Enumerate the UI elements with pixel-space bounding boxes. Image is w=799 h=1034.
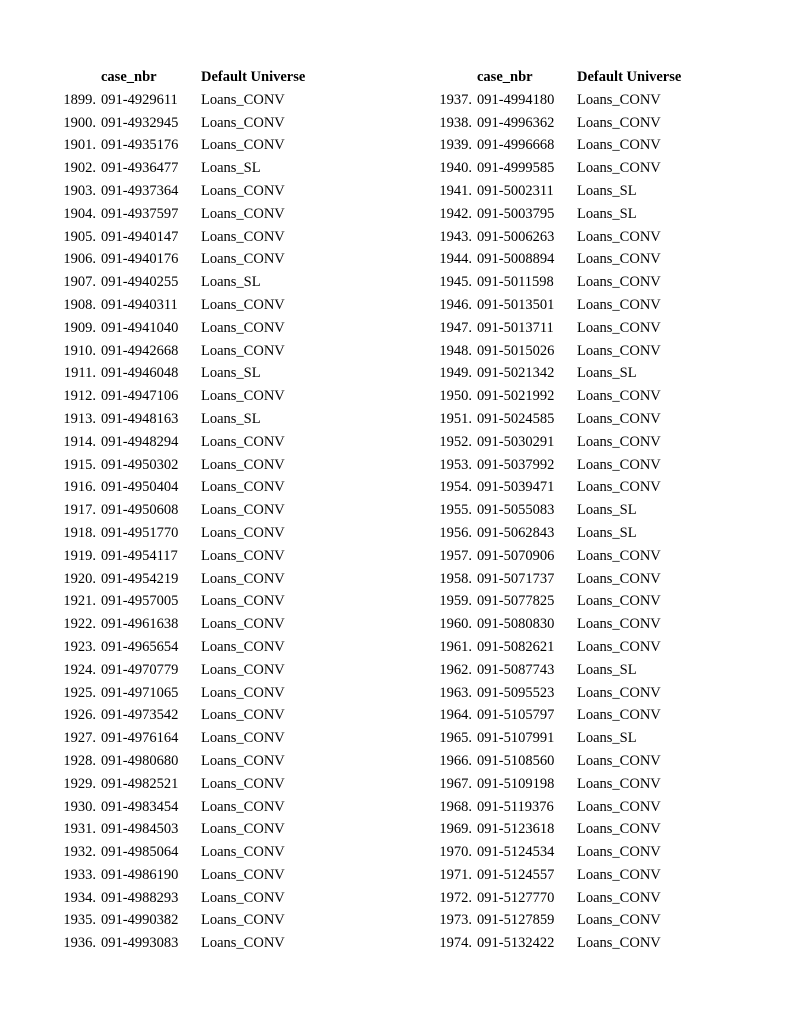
case-number: 091-4988293 — [101, 889, 179, 906]
default-universe-value: Loans_CONV — [201, 616, 285, 633]
default-universe-value: Loans_CONV — [577, 775, 661, 792]
case-number: 091-5087743 — [477, 661, 555, 678]
case-number: 091-4950608 — [101, 502, 179, 519]
default-universe-value: Loans_CONV — [201, 866, 285, 883]
default-universe-value: Loans_CONV — [201, 388, 285, 405]
row-number: 1917. — [63, 502, 96, 519]
row-number: 1966. — [439, 752, 472, 769]
case-number: 091-4951770 — [101, 524, 179, 541]
row-number: 1943. — [439, 228, 472, 245]
default-universe-value: Loans_SL — [577, 524, 637, 541]
row-number: 1952. — [439, 433, 472, 450]
default-universe-value: Loans_CONV — [201, 296, 285, 313]
default-universe-value: Loans_CONV — [201, 502, 285, 519]
case-number: 091-4993083 — [101, 935, 179, 952]
case-number: 091-5127859 — [477, 912, 555, 929]
case-number: 091-4982521 — [101, 775, 179, 792]
default-universe-value: Loans_CONV — [577, 160, 661, 177]
default-universe-value: Loans_CONV — [577, 388, 661, 405]
row-number: 1963. — [439, 684, 472, 701]
default-universe-value: Loans_CONV — [577, 251, 661, 268]
case-number: 091-5013501 — [477, 296, 555, 313]
row-number: 1908. — [63, 296, 96, 313]
case-number: 091-4950404 — [101, 479, 179, 496]
default-universe-value: Loans_CONV — [201, 661, 285, 678]
case-number: 091-5062843 — [477, 524, 555, 541]
row-number: 1947. — [439, 319, 472, 336]
default-universe-value: Loans_CONV — [201, 844, 285, 861]
default-universe-value: Loans_CONV — [201, 570, 285, 587]
default-universe-value: Loans_CONV — [201, 137, 285, 154]
case-number: 091-5013711 — [477, 319, 554, 336]
case-number: 091-4950302 — [101, 456, 179, 473]
default-universe-value: Loans_CONV — [577, 228, 661, 245]
case-number: 091-5119376 — [477, 798, 554, 815]
row-number: 1911. — [63, 365, 96, 382]
case-number: 091-5021992 — [477, 388, 555, 405]
row-number: 1958. — [439, 570, 472, 587]
row-number: 1937. — [439, 91, 472, 108]
case-number: 091-5077825 — [477, 593, 555, 610]
default-universe-value: Loans_CONV — [577, 296, 661, 313]
default-universe-value: Loans_CONV — [201, 775, 285, 792]
default-universe-value: Loans_SL — [577, 182, 637, 199]
case-number: 091-5011598 — [477, 274, 554, 291]
row-number: 1903. — [63, 182, 96, 199]
row-number: 1902. — [63, 160, 96, 177]
case-number: 091-4940255 — [101, 274, 179, 291]
default-universe-value: Loans_CONV — [201, 479, 285, 496]
default-universe-value: Loans_CONV — [577, 114, 661, 131]
case-number: 091-5039471 — [477, 479, 555, 496]
case-number: 091-4984503 — [101, 821, 179, 838]
default-universe-value: Loans_SL — [577, 730, 637, 747]
row-number: 1927. — [63, 730, 96, 747]
default-universe-value: Loans_CONV — [577, 912, 661, 929]
default-universe-value: Loans_CONV — [201, 182, 285, 199]
default-universe-value: Loans_CONV — [201, 593, 285, 610]
case-number: 091-4996362 — [477, 114, 555, 131]
row-number: 1961. — [439, 638, 472, 655]
default-universe-value: Loans_SL — [201, 365, 261, 382]
row-number: 1913. — [63, 410, 96, 427]
row-number: 1928. — [63, 752, 96, 769]
row-number: 1954. — [439, 479, 472, 496]
default-universe-value: Loans_CONV — [577, 570, 661, 587]
default-universe-value: Loans_CONV — [577, 593, 661, 610]
row-number: 1941. — [439, 182, 472, 199]
case-number: 091-5024585 — [477, 410, 555, 427]
default-universe-value: Loans_CONV — [201, 91, 285, 108]
default-universe-value: Loans_CONV — [201, 524, 285, 541]
default-universe-value: Loans_SL — [577, 502, 637, 519]
case-number: 091-4983454 — [101, 798, 179, 815]
row-number: 1946. — [439, 296, 472, 313]
case-number: 091-4954117 — [101, 547, 178, 564]
row-number: 1900. — [63, 114, 96, 131]
case-number: 091-5095523 — [477, 684, 555, 701]
case-number: 091-5055083 — [477, 502, 555, 519]
row-number: 1953. — [439, 456, 472, 473]
row-number: 1962. — [439, 661, 472, 678]
case-number: 091-4940311 — [101, 296, 178, 313]
default-universe-value: Loans_CONV — [577, 889, 661, 906]
row-number: 1960. — [439, 616, 472, 633]
case-number: 091-4985064 — [101, 844, 179, 861]
case-number: 091-4973542 — [101, 707, 179, 724]
row-number: 1923. — [63, 638, 96, 655]
case-number: 091-5124534 — [477, 844, 555, 861]
default-universe-value: Loans_CONV — [201, 707, 285, 724]
case-number: 091-5021342 — [477, 365, 555, 382]
row-number: 1909. — [63, 319, 96, 336]
case-number: 091-5108560 — [477, 752, 555, 769]
row-number: 1914. — [63, 433, 96, 450]
default-universe-value: Loans_CONV — [201, 228, 285, 245]
case-number: 091-4976164 — [101, 730, 179, 747]
default-universe-value: Loans_CONV — [201, 798, 285, 815]
default-universe-value: Loans_CONV — [577, 456, 661, 473]
case-number: 091-4941040 — [101, 319, 179, 336]
row-number: 1925. — [63, 684, 96, 701]
header-case-nbr: case_nbr — [477, 69, 533, 85]
row-number: 1932. — [63, 844, 96, 861]
default-universe-value: Loans_CONV — [577, 707, 661, 724]
case-number: 091-4937364 — [101, 182, 179, 199]
case-number: 091-5070906 — [477, 547, 555, 564]
default-universe-value: Loans_CONV — [577, 935, 661, 952]
row-number: 1934. — [63, 889, 96, 906]
case-number: 091-4948294 — [101, 433, 179, 450]
row-number: 1968. — [439, 798, 472, 815]
default-universe-value: Loans_CONV — [577, 342, 661, 359]
row-number: 1955. — [439, 502, 472, 519]
default-universe-value: Loans_CONV — [577, 433, 661, 450]
case-number: 091-5015026 — [477, 342, 555, 359]
row-number: 1959. — [439, 593, 472, 610]
case-number: 091-4990382 — [101, 912, 179, 929]
row-number: 1967. — [439, 775, 472, 792]
case-number: 091-4948163 — [101, 410, 179, 427]
default-universe-value: Loans_SL — [577, 205, 637, 222]
default-universe-value: Loans_CONV — [577, 319, 661, 336]
case-number: 091-5123618 — [477, 821, 555, 838]
case-number: 091-5127770 — [477, 889, 555, 906]
row-number: 1930. — [63, 798, 96, 815]
case-number: 091-5109198 — [477, 775, 555, 792]
row-number: 1935. — [63, 912, 96, 929]
default-universe-value: Loans_CONV — [201, 251, 285, 268]
row-number: 1969. — [439, 821, 472, 838]
case-number: 091-4961638 — [101, 616, 179, 633]
case-number: 091-4965654 — [101, 638, 179, 655]
case-number: 091-5105797 — [477, 707, 555, 724]
row-number: 1915. — [63, 456, 96, 473]
default-universe-value: Loans_CONV — [577, 798, 661, 815]
case-number: 091-4937597 — [101, 205, 179, 222]
row-number: 1951. — [439, 410, 472, 427]
header-case-nbr: case_nbr — [101, 69, 157, 85]
default-universe-value: Loans_SL — [577, 661, 637, 678]
row-number: 1957. — [439, 547, 472, 564]
row-number: 1906. — [63, 251, 96, 268]
row-number: 1939. — [439, 137, 472, 154]
row-number: 1936. — [63, 935, 96, 952]
default-universe-value: Loans_CONV — [577, 137, 661, 154]
case-number: 091-5107991 — [477, 730, 555, 747]
row-number: 1924. — [63, 661, 96, 678]
default-universe-value: Loans_SL — [201, 160, 261, 177]
row-number: 1912. — [63, 388, 96, 405]
case-number: 091-4957005 — [101, 593, 179, 610]
row-number: 1942. — [439, 205, 472, 222]
default-universe-value: Loans_CONV — [577, 684, 661, 701]
case-number: 091-5071737 — [477, 570, 555, 587]
case-number: 091-4932945 — [101, 114, 179, 131]
default-universe-value: Loans_CONV — [577, 844, 661, 861]
default-universe-value: Loans_CONV — [577, 91, 661, 108]
case-number: 091-5037992 — [477, 456, 555, 473]
row-number: 1907. — [63, 274, 96, 291]
default-universe-value: Loans_SL — [577, 365, 637, 382]
default-universe-value: Loans_CONV — [577, 410, 661, 427]
row-number: 1950. — [439, 388, 472, 405]
case-number: 091-5006263 — [477, 228, 555, 245]
row-number: 1931. — [63, 821, 96, 838]
default-universe-value: Loans_CONV — [201, 638, 285, 655]
case-number: 091-5132422 — [477, 935, 555, 952]
header-default-universe: Default Universe — [577, 69, 682, 85]
case-number: 091-5082621 — [477, 638, 555, 655]
row-number: 1910. — [63, 342, 96, 359]
row-number: 1964. — [439, 707, 472, 724]
case-number: 091-4986190 — [101, 866, 179, 883]
default-universe-value: Loans_SL — [201, 274, 261, 291]
default-universe-value: Loans_CONV — [201, 752, 285, 769]
row-number: 1920. — [63, 570, 96, 587]
case-number: 091-5003795 — [477, 205, 555, 222]
case-number: 091-4929611 — [101, 91, 178, 108]
row-number: 1956. — [439, 524, 472, 541]
case-number: 091-5030291 — [477, 433, 555, 450]
default-universe-value: Loans_CONV — [577, 479, 661, 496]
default-universe-value: Loans_CONV — [201, 547, 285, 564]
default-universe-value: Loans_CONV — [201, 319, 285, 336]
default-universe-value: Loans_CONV — [577, 752, 661, 769]
row-number: 1974. — [439, 935, 472, 952]
row-number: 1970. — [439, 844, 472, 861]
case-number: 091-5008894 — [477, 251, 555, 268]
row-number: 1918. — [63, 524, 96, 541]
default-universe-value: Loans_CONV — [577, 638, 661, 655]
default-universe-value: Loans_CONV — [577, 616, 661, 633]
case-number: 091-4954219 — [101, 570, 179, 587]
row-number: 1965. — [439, 730, 472, 747]
default-universe-value: Loans_CONV — [577, 866, 661, 883]
row-number: 1901. — [63, 137, 96, 154]
default-universe-value: Loans_CONV — [201, 456, 285, 473]
row-number: 1899. — [63, 91, 96, 108]
default-universe-value: Loans_CONV — [201, 114, 285, 131]
row-number: 1972. — [439, 889, 472, 906]
default-universe-value: Loans_CONV — [201, 935, 285, 952]
case-number: 091-4996668 — [477, 137, 555, 154]
row-number: 1905. — [63, 228, 96, 245]
row-number: 1945. — [439, 274, 472, 291]
case-number: 091-4936477 — [101, 160, 179, 177]
case-number: 091-5002311 — [477, 182, 554, 199]
row-number: 1921. — [63, 593, 96, 610]
default-universe-value: Loans_CONV — [201, 433, 285, 450]
default-universe-value: Loans_CONV — [201, 912, 285, 929]
case-number: 091-5080830 — [477, 616, 555, 633]
row-number: 1938. — [439, 114, 472, 131]
default-universe-value: Loans_SL — [201, 410, 261, 427]
case-number: 091-4999585 — [477, 160, 555, 177]
default-universe-value: Loans_CONV — [201, 889, 285, 906]
row-number: 1944. — [439, 251, 472, 268]
case-number: 091-4940176 — [101, 251, 179, 268]
default-universe-value: Loans_CONV — [577, 274, 661, 291]
case-number: 091-4971065 — [101, 684, 179, 701]
row-number: 1971. — [439, 866, 472, 883]
case-number: 091-5124557 — [477, 866, 555, 883]
row-number: 1940. — [439, 160, 472, 177]
case-number: 091-4946048 — [101, 365, 179, 382]
default-universe-value: Loans_CONV — [201, 205, 285, 222]
row-number: 1904. — [63, 205, 96, 222]
default-universe-value: Loans_CONV — [577, 821, 661, 838]
row-number: 1919. — [63, 547, 96, 564]
row-number: 1922. — [63, 616, 96, 633]
row-number: 1929. — [63, 775, 96, 792]
header-default-universe: Default Universe — [201, 69, 306, 85]
row-number: 1933. — [63, 866, 96, 883]
default-universe-value: Loans_CONV — [577, 547, 661, 564]
default-universe-value: Loans_CONV — [201, 342, 285, 359]
case-number: 091-4942668 — [101, 342, 179, 359]
case-number: 091-4947106 — [101, 388, 179, 405]
default-universe-value: Loans_CONV — [201, 821, 285, 838]
row-number: 1973. — [439, 912, 472, 929]
case-number: 091-4935176 — [101, 137, 179, 154]
case-number: 091-4994180 — [477, 91, 555, 108]
case-number: 091-4940147 — [101, 228, 179, 245]
default-universe-value: Loans_CONV — [201, 730, 285, 747]
row-number: 1948. — [439, 342, 472, 359]
case-number: 091-4980680 — [101, 752, 179, 769]
default-universe-value: Loans_CONV — [201, 684, 285, 701]
row-number: 1926. — [63, 707, 96, 724]
case-number: 091-4970779 — [101, 661, 179, 678]
row-number: 1916. — [63, 479, 96, 496]
row-number: 1949. — [439, 365, 472, 382]
